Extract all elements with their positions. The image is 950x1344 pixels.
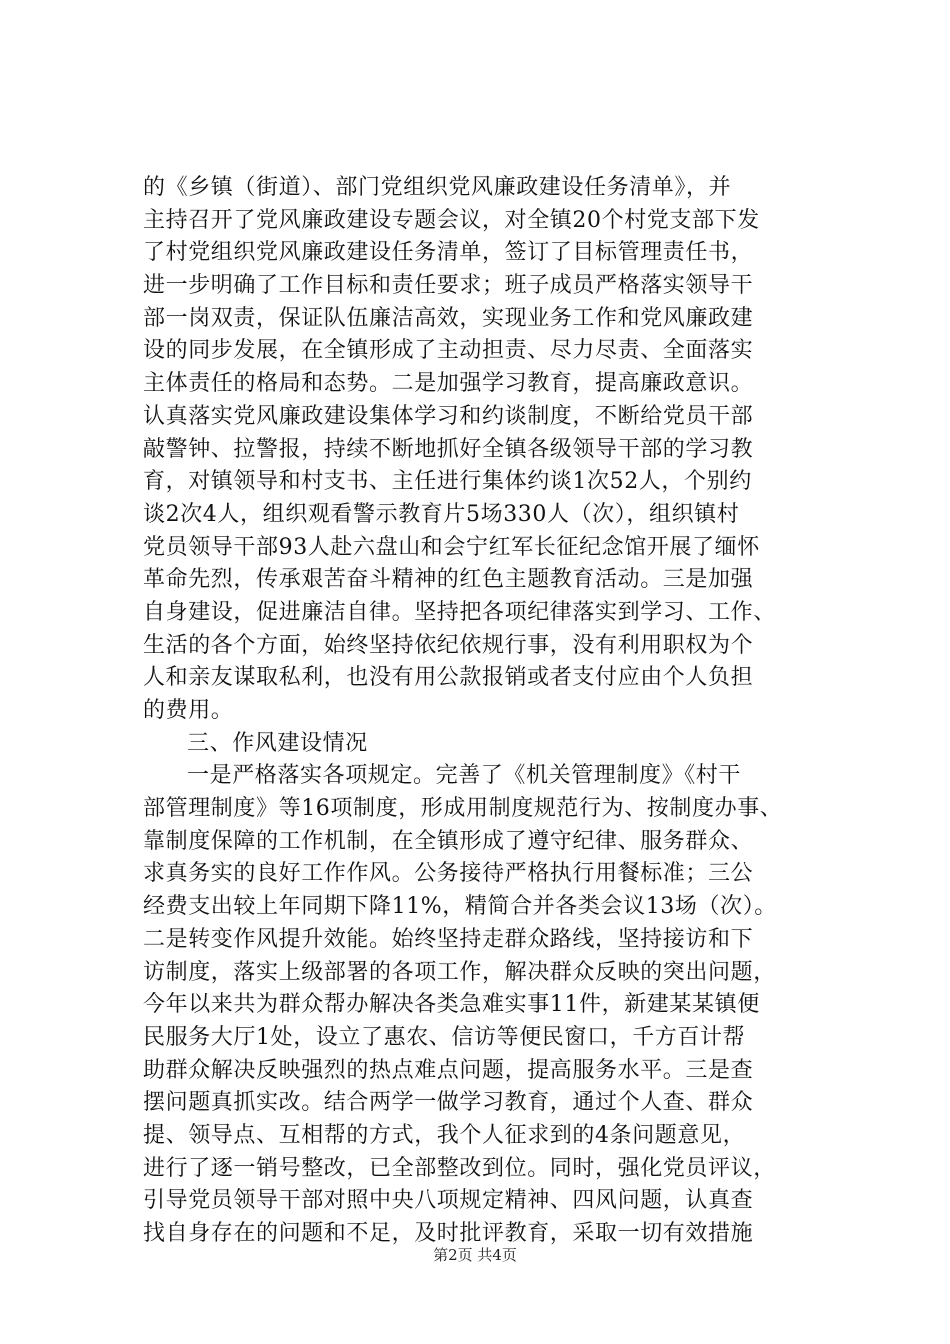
text-line: 部一岗双责，保证队伍廉洁高效，实现业务工作和党风廉政建 bbox=[143, 305, 754, 331]
text-line: 主体责任的格局和态势。二是加强学习教育，提高廉政意识。 bbox=[143, 371, 754, 397]
text-line: 今年以来共为群众帮办解决各类急难实事11件，新建某某镇便 bbox=[143, 992, 760, 1018]
text-line: 谈2次4人，组织观看警示教育片5场330人（次），组织镇村 bbox=[143, 501, 740, 527]
paragraph-first-line: 一是严格落实各项规定。完善了《机关管理制度》《村干 bbox=[187, 763, 742, 789]
page-number-label: 第2页 共4页 bbox=[433, 1246, 517, 1264]
text-line: 党员领导干部93人赴六盘山和会宁红军长征纪念馆开展了缅怀 bbox=[143, 534, 760, 560]
text-line: 摆问题真抓实改。结合两学一做学习教育，通过个人查、群众 bbox=[143, 1090, 754, 1116]
text-line: 经费支出较上年同期下降11%，精简合并各类会议13场（次）。 bbox=[143, 894, 777, 920]
text-line: 访制度，落实上级部署的各项工作，解决群众反映的突出问题， bbox=[143, 959, 776, 985]
text-line: 助群众解决反映强烈的热点难点问题，提高服务水平。三是查 bbox=[143, 1057, 754, 1083]
text-line: 找自身存在的问题和不足，及时批评教育，采取一切有效措施 bbox=[143, 1221, 754, 1246]
text-line: 革命先烈，传承艰苦奋斗精神的红色主题教育活动。三是加强 bbox=[143, 567, 754, 593]
text-line: 主持召开了党风廉政建设专题会议，对全镇20个村党支部下发 bbox=[143, 207, 760, 233]
text-line: 设的同步发展，在全镇形成了主动担责、尽力尽责、全面落实 bbox=[143, 338, 754, 364]
text-line: 引导党员领导干部对照中央八项规定精神、四风问题，认真查 bbox=[143, 1188, 754, 1214]
text-line: 敲警钟、拉警报，持续不断地抓好全镇各级领导干部的学习教 bbox=[143, 436, 754, 462]
text-line: 的费用。 bbox=[143, 698, 234, 723]
text-line: 认真落实党风廉政建设集体学习和约谈制度，不断给党员干部 bbox=[143, 403, 754, 429]
text-line: 生活的各个方面，始终坚持依纪依规行事，没有利用职权为个 bbox=[143, 632, 754, 658]
text-line: 二是转变作风提升效能。始终坚持走群众路线，坚持接访和下 bbox=[143, 926, 754, 952]
page-footer bbox=[0, 1245, 950, 1265]
text-line: 的《乡镇（街道）、部门党组织党风廉政建设任务清单》，并 bbox=[143, 175, 732, 200]
document-body bbox=[143, 172, 843, 1251]
section-heading: 三、作风建设情况 bbox=[187, 730, 368, 756]
text-line: 部管理制度》等16项制度，形成用制度规范行为、按制度办事、 bbox=[143, 796, 783, 822]
text-line: 育，对镇领导和村支书、主任进行集体约谈1次52人，个别约 bbox=[143, 469, 752, 495]
text-line: 进行了逐一销号整改，已全部整改到位。同时，强化党员评议， bbox=[143, 1155, 776, 1181]
text-line: 求真务实的良好工作作风。公务接待严格执行用餐标准；三公 bbox=[143, 861, 754, 887]
text-line: 自身建设，促进廉洁自律。坚持把各项纪律落实到学习、工作、 bbox=[143, 599, 776, 625]
text-line: 靠制度保障的工作机制，在全镇形成了遵守纪律、服务群众、 bbox=[143, 828, 754, 854]
text-line: 了村党组织党风廉政建设任务清单，签订了目标管理责任书， bbox=[143, 240, 754, 266]
text-line: 民服务大厅1处，设立了惠农、信访等便民窗口，千方百计帮 bbox=[143, 1024, 746, 1050]
text-line: 提、领导点、互相帮的方式，我个人征求到的4条问题意见， bbox=[143, 1122, 746, 1148]
text-line: 人和亲友谋取私利，也没有用公款报销或者支付应由个人负担 bbox=[143, 665, 754, 691]
text-line: 进一步明确了工作目标和责任要求；班子成员严格落实领导干 bbox=[143, 273, 754, 299]
